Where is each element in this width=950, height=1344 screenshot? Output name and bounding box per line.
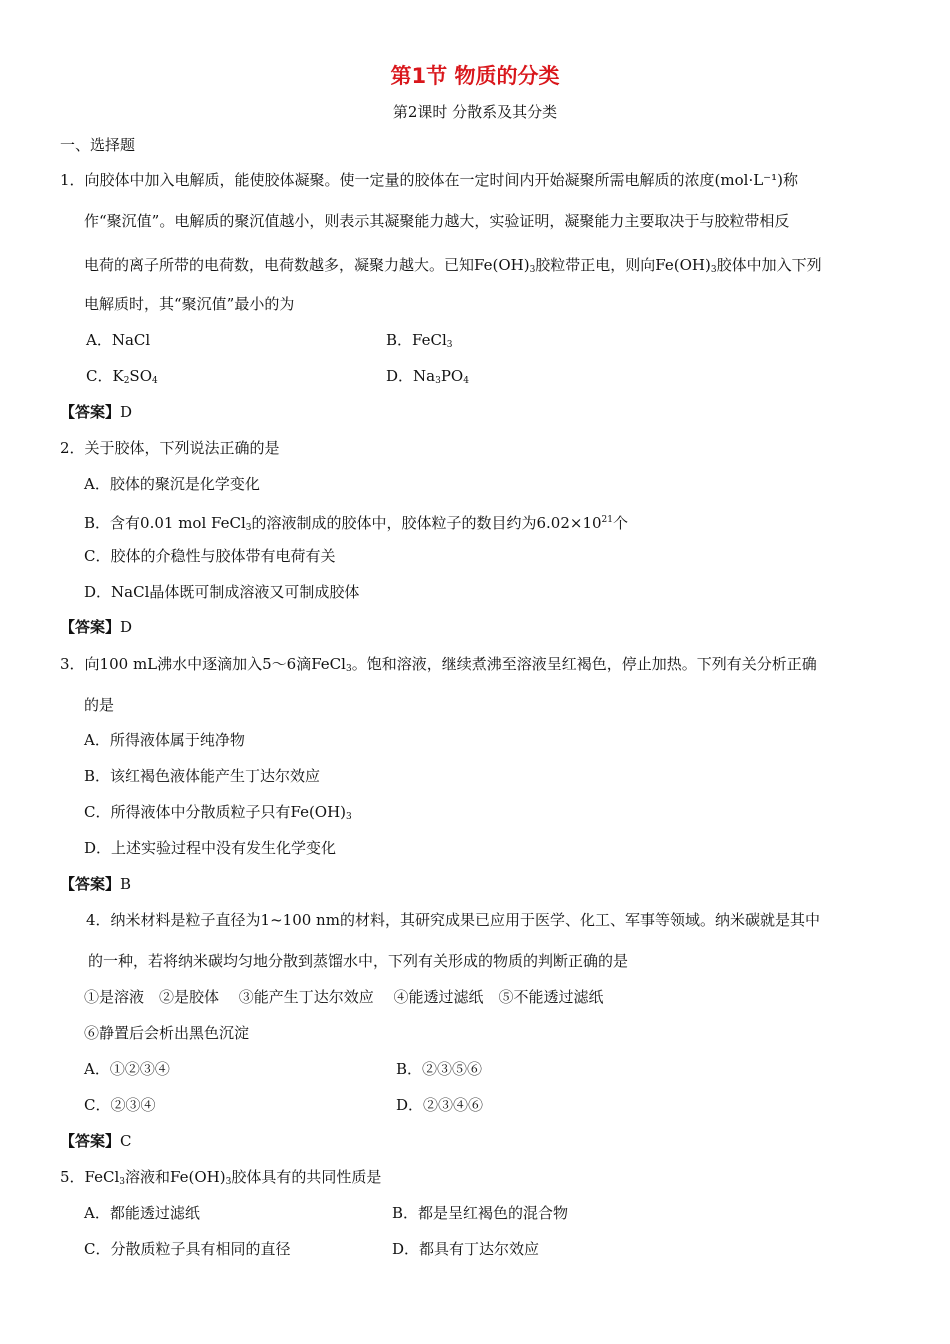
q1-option-b xyxy=(386,330,453,355)
q3-answer-value: B xyxy=(120,875,132,893)
q3-line-1-text-b: 。饱和溶液，继续煮沸至溶液呈红褐色，停止加热。下列有关分析正确 xyxy=(351,655,817,673)
q2-option-c: C．胶体的介稳性与胶体带有电荷有关 xyxy=(84,547,336,565)
page-subtitle: 第2课时 分散系及其分类 xyxy=(392,103,558,121)
q1-answer xyxy=(60,402,132,422)
q2-option-b-text-a: B．含有0.01 mol FeCl xyxy=(84,514,246,532)
q2-answer xyxy=(60,617,132,637)
q3-option-c-text: C．所得液体中分散质粒子只有Fe(OH) xyxy=(84,803,347,821)
page-title: 第1节 物质的分类 xyxy=(390,64,560,88)
q2-answer-label: 【答案】 xyxy=(60,618,121,636)
q3-option-c xyxy=(84,802,352,827)
q2-option-b-sup: 21 xyxy=(601,515,613,525)
q1-line-3-text-a: 电荷的离子所带的电荷数，电荷数越多，凝聚力越大。已知Fe(OH) xyxy=(84,256,530,274)
q1-line-3-text-c: 胶体中加入下列 xyxy=(716,256,822,274)
q2-option-a: A．胶体的聚沉是化学变化 xyxy=(84,475,260,493)
q1-answer-label: 【答案】 xyxy=(60,403,121,421)
q1-option-c xyxy=(86,366,158,391)
q2-option-b xyxy=(84,510,628,538)
q4-option-d: D．②③④⑥ xyxy=(396,1096,484,1114)
q2-option-b-sub: 3 xyxy=(245,523,252,533)
q4-line-4: ⑥静置后会析出黑色沉淀 xyxy=(84,1024,250,1042)
q3-option-c-sub: 3 xyxy=(346,812,352,822)
q1-line-1: 1．向胶体中加入电解质，能使胶体凝聚。使一定量的胶体在一定时间内开始凝聚所需电解质的浓度(mol·L⁻¹)称 xyxy=(60,171,798,189)
q5-option-c: C．分散质粒子具有相同的直径 xyxy=(84,1240,291,1258)
q1-line-2: 作“聚沉值”。电解质的聚沉值越小，则表示其凝聚能力越大，实验证明，凝聚能力主要取决于与胶粒带相反 xyxy=(84,212,790,230)
q1-sub-1: 3 xyxy=(529,265,536,275)
q1-option-d-sub-a: 3 xyxy=(435,376,441,386)
q4-line-3: ①是溶液 ②是胶体 ③能产生丁达尔效应 ④能透过滤纸 ⑤不能透过滤纸 xyxy=(84,988,604,1006)
q3-answer xyxy=(60,874,131,894)
q5-option-d: D．都具有丁达尔效应 xyxy=(392,1240,540,1258)
q1-option-b-text: B．FeCl xyxy=(386,331,447,349)
section-heading: 一、选择题 xyxy=(60,136,136,154)
q1-line-3 xyxy=(84,255,822,280)
q3-line-1 xyxy=(60,654,817,679)
q1-option-c-text-b: SO xyxy=(129,367,152,385)
q5-line-1-text-a: 5．FeCl xyxy=(60,1168,120,1186)
q5-line-1-text-b: 溶液和Fe(OH) xyxy=(125,1168,226,1186)
q5-line-1-sub-a: 3 xyxy=(119,1177,126,1187)
q1-option-d-text-a: D．Na xyxy=(386,367,436,385)
q1-option-d-sub-b: 4 xyxy=(463,376,469,386)
q3-line-2: 的是 xyxy=(84,696,115,714)
q1-sub-2: 3 xyxy=(710,265,717,275)
q5-line-1-text-c: 胶体具有的共同性质是 xyxy=(231,1168,382,1186)
q1-answer-value: D xyxy=(120,403,133,421)
q2-option-d: D．NaCl晶体既可制成溶液又可制成胶体 xyxy=(84,583,360,601)
q3-line-1-sub: 3 xyxy=(345,664,352,674)
q2-line-1: 2．关于胶体，下列说法正确的是 xyxy=(60,439,280,457)
q3-option-d: D．上述实验过程中没有发生化学变化 xyxy=(84,839,337,857)
q1-option-d-text-b: PO xyxy=(440,367,464,385)
q1-option-c-text-a: C．K xyxy=(86,367,124,385)
q3-option-a: A．所得液体属于纯净物 xyxy=(84,731,245,749)
q3-answer-label: 【答案】 xyxy=(60,875,121,893)
q1-option-b-sub: 3 xyxy=(446,340,453,350)
q5-line-1-sub-b: 3 xyxy=(225,1177,232,1187)
q4-line-1: 4．纳米材料是粒子直径为1~100 nm的材料，其研究成果已应用于医学、化工、军事等领域。纳米碳就是其中 xyxy=(86,911,820,929)
q1-line-4: 电解质时，其“聚沉值”最小的为 xyxy=(84,295,295,313)
q1-option-c-sub-b: 4 xyxy=(152,376,158,386)
q2-answer-value: D xyxy=(120,618,133,636)
q5-option-a: A．都能透过滤纸 xyxy=(84,1204,200,1222)
q1-option-a: A．NaCl xyxy=(86,331,151,349)
q2-option-b-text-b: 的溶液制成的胶体中，胶体粒子的数目约为6.02×10 xyxy=(251,514,602,532)
q4-answer-label: 【答案】 xyxy=(60,1132,121,1150)
q1-option-d xyxy=(386,366,469,391)
q4-option-a: A．①②③④ xyxy=(84,1060,170,1078)
q1-line-3-text-b: 胶粒带正电，则向Fe(OH) xyxy=(535,256,711,274)
q4-option-c: C．②③④ xyxy=(84,1096,156,1114)
q5-line-1 xyxy=(60,1167,381,1192)
q1-option-c-sub-a: 2 xyxy=(123,376,130,386)
q4-option-b: B．②③⑤⑥ xyxy=(396,1060,483,1078)
q5-option-b: B．都是呈红褐色的混合物 xyxy=(392,1204,569,1222)
q4-answer-value: C xyxy=(120,1132,132,1150)
q4-line-2: 的一种，若将纳米碳均匀地分散到蒸馏水中，下列有关形成的物质的判断正确的是 xyxy=(88,952,629,970)
q3-line-1-text-a: 3．向100 mL沸水中逐滴加入5～6滴FeCl xyxy=(60,655,346,673)
q3-option-b: B．该红褐色液体能产生丁达尔效应 xyxy=(84,767,321,785)
q4-answer xyxy=(60,1131,132,1151)
q2-option-b-text-c: 个 xyxy=(613,514,629,532)
